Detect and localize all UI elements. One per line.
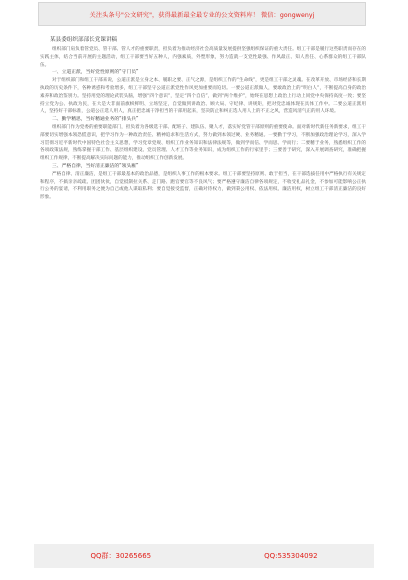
contact-footer: [34, 544, 374, 568]
promo-banner-text: 关注头条号"公文研究"，获得最新最全最专业的公文资料库！ 微信：gongwenyj: [89, 11, 315, 19]
section-heading-2: 二、勤学精思，当好精通业务的“排头兵”: [52, 117, 139, 123]
qq-number-text: QQ:535304092: [264, 552, 318, 560]
section-paragraph-3: 严格自律、清正廉洁，是组工干部最基本的政治品德，是组织人事工作的根本要求。组工干部要坚持原则、敢于担当，在干部选拔任用中严格执行有关规定和程序，不搞亲亲疏疏、团团伙伙，自觉抵制拉关系、走门路、跑官要官等不良风气；要严格遵守廉洁自律各项规定，不收受礼品礼金，不参加可能影响公正执行公务的宴请，不利用职务之便为自己或他人谋取私利；要自觉接受监督，正确对待权力，做到秉公用权、依法用权、廉洁用权，树立组工干部清正廉洁的良好形象。: [40, 171, 366, 201]
section-heading-1: 一、立道正派，当好党性原则的“守门员”: [52, 70, 139, 76]
section-paragraph-1: 对于组织部门和组工干部来说，公道正派是立身之本、履职之要、正气之源，是组织工作的“生命线”，更是组工干部之灵魂。在改革开放、市场经济和长期执政的历史条件下，各种诱惑和考验增多，组工干部坚守公道正派党性作风更加重要而迫切。一要公道正派做人，要敢政治上的“明白人”，不断提高自身的政治素养和政治鉴别力。坚持用党的理论武装头脑，增强“四个意识”，坚定“四个自信”，做到“两个维护”，始终在思想上政治上行动上同党中央保持高度一致；要坚持立党为公、执政为民，在大是大非面前旗帜鲜明、立场坚定，自觉做到讲政治、顾大局、守纪律、讲规矩，把对党忠诚体现在具体工作中。二要公道正派用人，坚持好干部标准，公道公正选人用人，真正把忠诚干净担当的干部用起来，坚决防止和纠正选人用人上的不正之风，营造风清气正的用人环境。: [40, 78, 366, 115]
document-title: 某县委组织部部长党课讲稿: [50, 37, 118, 43]
promo-banner: [38, 2, 366, 26]
qq-group-text: QQ群：30265665: [90, 552, 152, 560]
document-body: [40, 34, 366, 534]
section-heading-3: 三、严格自律，当好清正廉洁的“领头雁”: [52, 163, 139, 169]
intro-paragraph: 组织部门肩负着管党员、管干部、管人才的重要职责，担负着为推动经济社会高质量发展提供坚强组织保证的重大责任。组工干部是履行这些职责而存在的实践主体，结合当前开展的主题活动，组工干部要当好五种人，内强素质，外塑形象，努力造就一支党性最强、作风最正、知人善任、心系群众的组工干部队伍。: [40, 47, 366, 68]
section-paragraph-2: 组织部门作为党委的重要职能部门，担负着为各级选干部、配班子、建队伍、聚人才，落实好党管干部原则的重要使命。面对新时代新任务新要求，组工干部要切实增强本领恐慌意识，把学习作为一种政治责任、精神追求和生活方式，努力做到本领过硬、业务精通。一要勤于学习，不断加强政治理论学习，深入学习贯彻习近平新时代中国特色社会主义思想，学习党章党规、组织工作业务知识和法律法规等，做到学而信、学而思、学而行；二要精于业务，熟悉组织工作的各项政策法规，熟练掌握干部工作、基层组织建设、党员管理、人才工作等业务知识，成为组织工作的行家里手；三要善于研究，深入开展调查研究，准确把握组织工作规律，不断提高解决实际问题的能力，推动组织工作创新发展。: [40, 124, 366, 162]
